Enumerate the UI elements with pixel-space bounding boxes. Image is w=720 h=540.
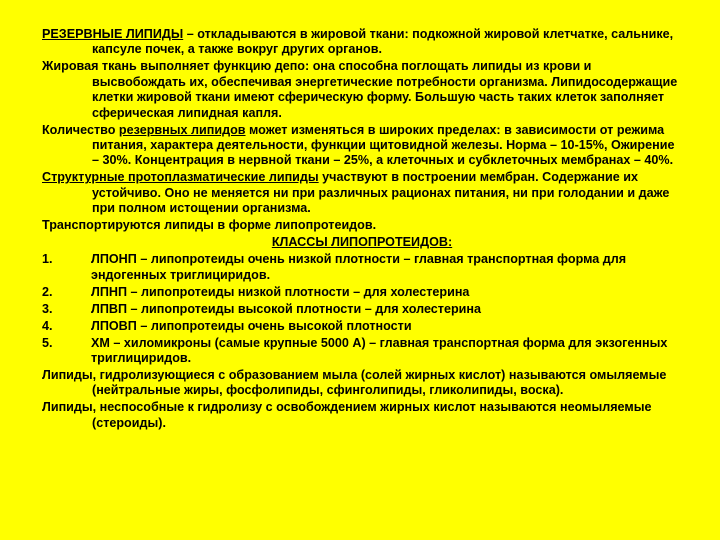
list-item-text: ЛПВП – липопротеиды высокой плотности – для холестерина <box>91 301 482 316</box>
list-item-number: 2. <box>42 284 53 299</box>
list-item <box>42 285 682 300</box>
term-reserve-lipids: РЕЗЕРВНЫЕ ЛИПИДЫ <box>42 27 184 41</box>
term-reserve-lipids-link: резервных липидов <box>118 122 246 137</box>
list-item-number: 3. <box>42 301 53 316</box>
paragraph-text-before: Количество <box>42 122 119 137</box>
slide-content <box>42 27 682 433</box>
list-item-number: 1. <box>42 252 53 267</box>
list-item-text: ЛПНП – липопротеиды низкой плотности – для холестерина <box>91 284 470 299</box>
term-structural-lipids: Структурные протоплазматические липиды <box>42 170 319 185</box>
list-item <box>42 319 682 334</box>
paragraph-saponifiable <box>42 368 682 399</box>
paragraph-text-after: может изменяться в широких пределах: в зависимости от режима питания, характера деятельности, функции щитовидной железы. Норма – 10-15%, Ожирение – 30%. Концентрация в нервной ткани – 25%, а клеточных и субклеточных мембранах – 40%. <box>92 122 675 168</box>
list-item-text: ЛПОНП – липопротеиды очень низкой плотности – главная транспортная форма для эндогенных триглициридов. <box>91 252 627 282</box>
list-item <box>42 252 682 283</box>
paragraph-text: Транспортируются липиды в форме липопротеидов. <box>42 218 377 233</box>
paragraph-text: – откладываются в жировой ткани: подкожной жировой клетчатке, сальнике, капсуле почек, а также вокруг других органов. <box>92 27 674 57</box>
paragraph-unsaponifiable <box>42 400 682 431</box>
paragraph-reserve-amount <box>42 123 682 169</box>
paragraph-text: Липиды, гидролизующиеся с образованием мыла (солей жирных кислот) называются омыляемые (нейтральные жиры, фосфолипиды, сфинголипиды, гликолипиды, воска). <box>42 368 667 398</box>
paragraph-text: Жировая ткань выполняет функцию депо: она способна поглощать липиды из крови и высвобождать их, обеспечивая энергетические потребности организма. Липидосодержащие клетки жировой ткани имеют сферическую форму. Большую часть таких клеток заполняет сферическая липидная капля. <box>42 59 678 120</box>
classes-heading: КЛАССЫ ЛИПОПРОТЕИДОВ: <box>271 235 453 250</box>
list-item-number: 4. <box>42 318 53 333</box>
list-item-text: ХМ – хиломикроны (самые крупные 5000 А) – главная транспортная форма для экзогенных триглициридов. <box>91 335 668 366</box>
paragraph-text-after: участвуют в построении мембран. Содержание их устойчиво. Оно не меняется ни при различных рационах питания, ни при голодании и даже при полном истощении организма. <box>92 170 670 216</box>
list-item-number: 5. <box>42 335 53 350</box>
paragraph-transport <box>42 218 682 233</box>
paragraph-text: Липиды, неспособные к гидролизу с освобождением жирных кислот называются неомыляемые (стероиды). <box>42 400 652 430</box>
list-item <box>42 336 682 367</box>
paragraph-adipose-tissue <box>42 59 682 121</box>
list-item <box>42 302 682 317</box>
paragraph-structural-lipids <box>42 170 682 216</box>
list-item-text: ЛПОВП – липопротеиды очень высокой плотности <box>91 318 412 333</box>
paragraph-reserve-lipids <box>42 27 682 58</box>
